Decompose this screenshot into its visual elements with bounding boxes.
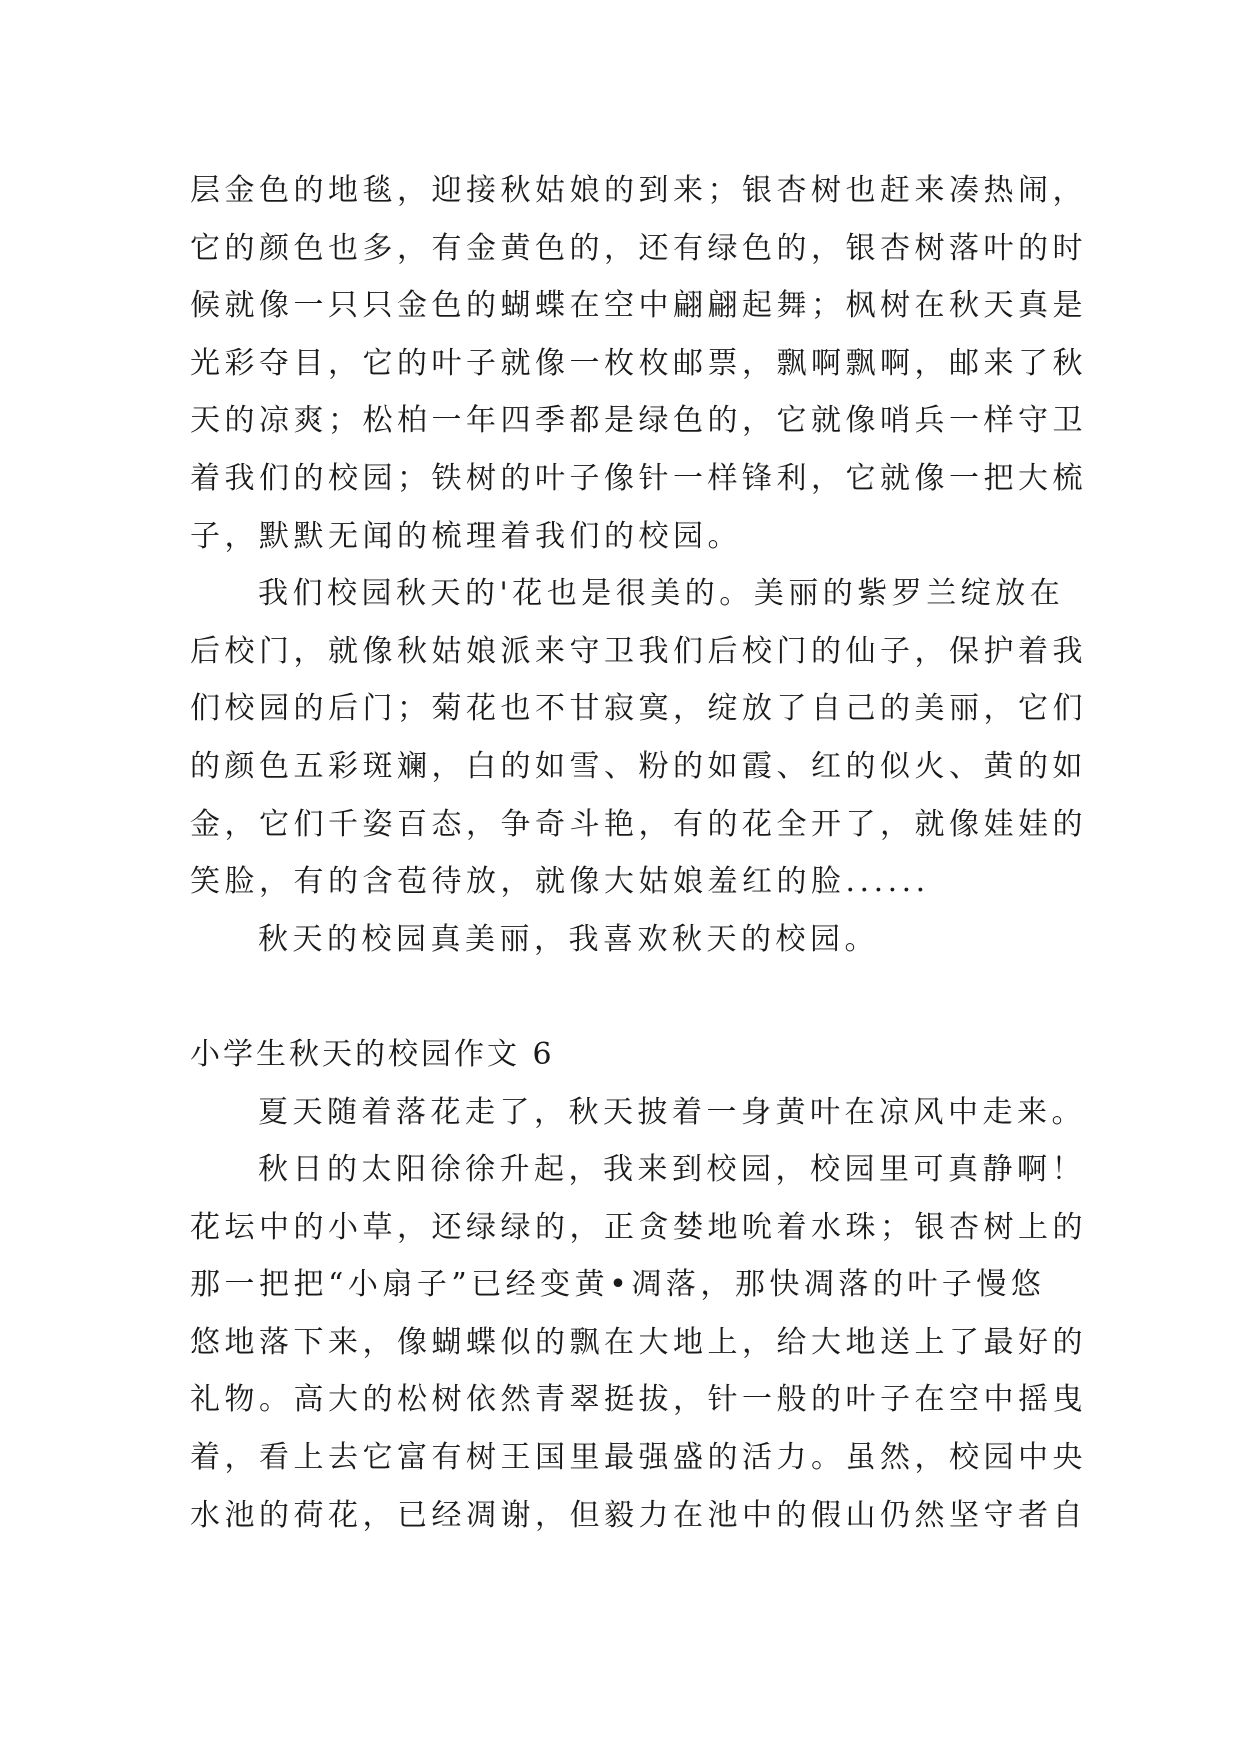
paragraph-intro [190,1084,1086,1142]
text-line: 悠地落下来，像蝴蝶似的飘在大地上，给大地送上了最好的 [190,1324,1087,1360]
text-line: 秋日的太阳徐徐升起，我来到校园，校园里可真静啊！ [258,1152,1086,1188]
text-line: 天的凉爽；松柏一年四季都是绿色的，它就像哨兵一样守卫 [190,403,1087,439]
text-line: 子，默默无闻的梳理着我们的校园。 [190,518,742,554]
text-line: 金，它们千姿百态，争奇斗艳，有的花全开了，就像娃娃的 [190,806,1087,842]
text-line: 礼物。高大的松树依然青翠挺拔，针一般的叶子在空中摇曳 [190,1382,1087,1418]
paragraph-trees [190,162,1087,565]
text-line: 它的颜色也多，有金黄色的，还有绿色的，银杏树落叶的时 [190,230,1087,266]
text-line: 秋天的校园真美丽，我喜欢秋天的校园。 [258,921,879,957]
text-line: 花坛中的小草，还绿绿的，正贪婪地吮着水珠；银杏树上的 [190,1209,1087,1245]
text-line: 的颜色五彩斑斓，白的如雪、粉的如霞、红的似火、黄的如 [190,748,1087,784]
text-line: 那一把把“小扇子”已经变黄•凋落，那快凋落的叶子慢悠 [190,1267,1046,1303]
paragraph-gap [190,968,1060,1026]
document-page [190,162,1087,1544]
paragraph-flowers [190,565,1087,911]
text-line: 我们校园秋天的'花也是很美的。美丽的紫罗兰绽放在 [258,576,1065,612]
section-title: 小学生秋天的校园作文 6 [190,1036,555,1072]
text-line: 着，看上去它富有树王国里最强盛的活力。虽然，校园中央 [190,1440,1087,1476]
text-line: 夏天随着落花走了，秋天披着一身黄叶在凉风中走来。 [258,1094,1086,1130]
paragraph-conclusion [190,911,1060,969]
text-line: 水池的荷花，已经凋谢，但毅力在池中的假山仍然坚守者自 [190,1497,1087,1533]
text-line: 后校门，就像秋姑娘派来守卫我们后校门的仙子，保护着我 [190,633,1087,669]
text-line: 着我们的校园；铁树的叶子像针一样锋利，它就像一把大梳 [190,460,1087,496]
text-line: 层金色的地毯，迎接秋姑娘的到来；银杏树也赶来凑热闹， [190,173,1087,208]
paragraph-morning [190,1141,1087,1544]
text-line: 候就像一只只金色的蝴蝶在空中翩翩起舞；枫树在秋天真是 [190,288,1087,324]
text-line: 笑脸，有的含苞待放，就像大姑娘羞红的脸...... [190,864,930,900]
text-line: 光彩夺目，它的叶子就像一枚枚邮票，飘啊飘啊，邮来了秋 [190,345,1087,381]
text-line: 们校园的后门；菊花也不甘寂寞，绽放了自己的美丽，它们 [190,691,1087,727]
